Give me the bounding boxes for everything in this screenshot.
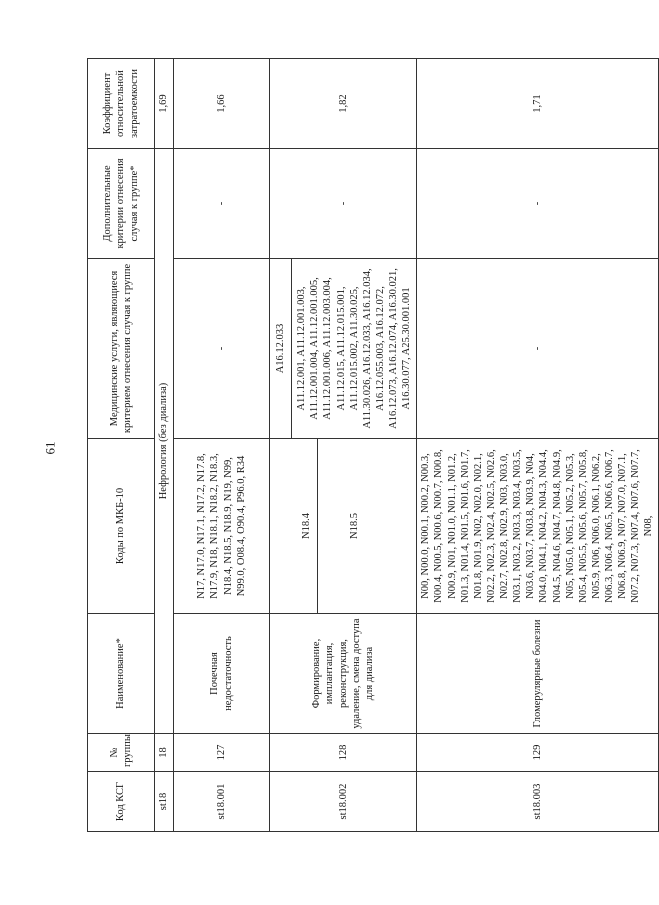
services-a: A16.12.033 xyxy=(275,323,286,374)
table-row xyxy=(174,59,270,832)
group-no-cell: 127 xyxy=(174,734,270,772)
icd-codes-cell: N00, N00.0, N00.1, N00.2, N00.3, N00.4, N00.5, N00.6, N00.7, N00.8, N00.9, N01, N01.0, N01.1, N01.2, N01.3, N01.4, N01.5, N01.6, N01.7, N01.8, N01.9, N02, N02.0, N02.1, N02.2, N02.3, N02.4, N02.5, N02.6, N02.7, N02.8, N02.9, N03, N03.0, N03.1, N03.2, N03.3, N03.4, N03.5, N03.6, N03.7, N03.8, N03.9, N04, N04.0, N04.1, N04.2, N04.3, N04.4, N04.5, N04.6, N04.7, N04.8, N04.9, N05, N05.0, N05.1, N05.2, N05.3, N05.4, N05.5, N05.6, N05.7, N05.8, N05.9, N06, N06.0, N06.1, N06.2, N06.3, N06.4, N06.5, N06.6, N06.7, N06.8, N06.9, N07, N07.0, N07.1, N07.2, N07.3, N07.4, N07.6, N07.7, N08, xyxy=(417,439,658,614)
ksg-code-cell: st18.002 xyxy=(270,772,417,832)
header-row xyxy=(88,59,155,832)
header-group-no: № группы xyxy=(88,734,155,772)
header-extra-criteria: Дополнительные критерии отнесения случая к группе* xyxy=(88,149,155,259)
icd-codes-cell: N17, N17.0, N17.1, N17.2, N17.8, N17.9, N18, N18.1, N18.2, N18.3, N18.4, N18.5, N18.9, N19, N99, N99.0, O08.4, O90.4, P96.0, R34 xyxy=(174,439,270,614)
name-cell: Гломерулярные болезни xyxy=(417,614,658,734)
extra-criteria-cell: - xyxy=(270,149,417,259)
extra-criteria-cell: - xyxy=(174,149,270,259)
section-title: Нефрология (без диализа) xyxy=(155,149,174,734)
coefficient-cell: 1,71 xyxy=(417,59,658,149)
ksg-code-cell: st18.003 xyxy=(417,772,658,832)
icd-codes-cell xyxy=(270,439,417,614)
group-no-cell: 129 xyxy=(417,734,658,772)
section-ksg-code: st18 xyxy=(155,772,174,832)
services-cell xyxy=(270,259,417,439)
group-no-cell: 128 xyxy=(270,734,417,772)
header-name: Наименование* xyxy=(88,614,155,734)
header-icd-codes: Коды по МКБ-10 xyxy=(88,439,155,614)
icd-codes-a: N18.4 xyxy=(300,513,312,539)
header-coefficient: Коэффициент относительной затратоемкости xyxy=(88,59,155,149)
section-coefficient: 1,69 xyxy=(155,59,174,149)
coefficient-cell: 1,66 xyxy=(174,59,270,149)
extra-criteria-cell: - xyxy=(417,149,658,259)
ksg-table xyxy=(87,58,659,832)
header-ksg-code: Код КСГ xyxy=(88,772,155,832)
ksg-code-cell: st18.001 xyxy=(174,772,270,832)
table-row xyxy=(270,59,417,832)
services-b: A11.12.001, A11.12.001.003, A11.12.001.004, A11.12.001.005, A11.12.001.006, A11.12.003.004, A11.12.015, A11.12.015.001, A11.12.015.002, A11.30.025, A11.30.026, A16.12.033, A16.12.034, A16.12.055.003, A16.12.072, A16.12.073, A16.12.074, A16.30.021, A16.30.077, A25.30.001.001 xyxy=(291,259,416,438)
table-row xyxy=(417,59,658,832)
name-cell: Почечная недостаточность xyxy=(174,614,270,734)
ksg-table-wrapper xyxy=(87,59,655,832)
services-cell: - xyxy=(174,259,270,439)
name-cell: Формирование, имплантация, реконструкция, удаление, смена доступа для диализа xyxy=(270,614,417,734)
services-cell: - xyxy=(417,259,658,439)
coefficient-cell: 1,82 xyxy=(270,59,417,149)
section-row xyxy=(155,59,174,832)
header-services: Медицинские услуги, являющиеся критерием отнесения случая к группе xyxy=(88,259,155,439)
page-number: 61 xyxy=(42,441,58,455)
icd-codes-b: N18.5 xyxy=(317,439,391,613)
section-group-no: 18 xyxy=(155,734,174,772)
